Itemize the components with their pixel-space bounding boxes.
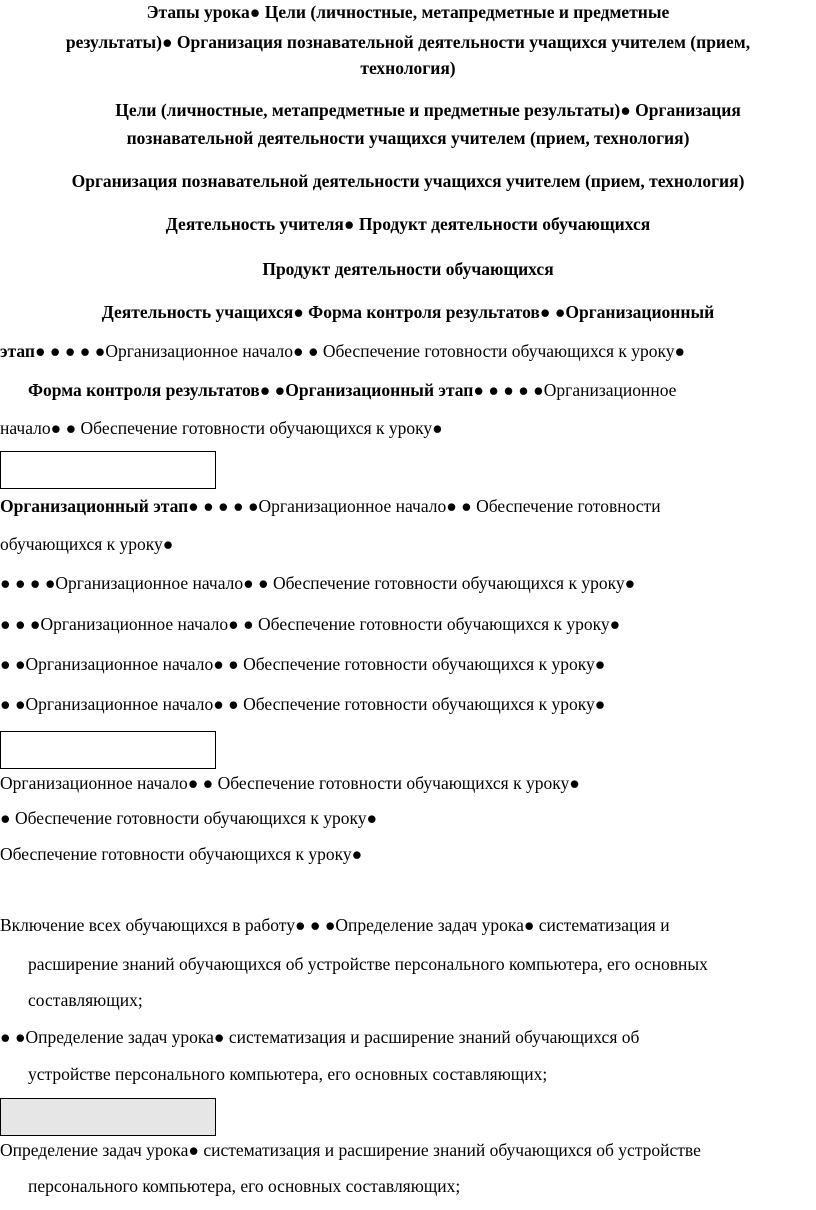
text-line: ● ●Определение задач урока● систематизация и расширение знаний обучающихся об <box>0 1027 640 1047</box>
empty-box <box>0 451 216 489</box>
text-regular-part: Организационное начало● ● Обеспечение готовности <box>258 496 661 516</box>
text-bold-part: Организационный этап● ● ● ● ● <box>0 496 259 516</box>
heading-line: результаты)● Организация познавательной деятельности учащихся учителем (прием, <box>65 32 751 52</box>
text-line: составляющих; <box>28 990 143 1010</box>
empty-box <box>0 1098 216 1136</box>
text-line: персонального компьютера, его основных составляющих; <box>28 1176 461 1196</box>
text-line: расширение знаний обучающихся об устройстве персонального компьютера, его основных <box>28 954 708 974</box>
heading-line: начало● ● Обеспечение готовности обучающихся к уроку● <box>0 418 443 438</box>
text-line: Включение всех обучающихся в работу● ● ●Определение задач урока● систематизация и <box>0 915 670 935</box>
text-line: ● ● ● ●Организационное начало● ● Обеспечение готовности обучающихся к уроку● <box>0 573 636 593</box>
text-line: устройстве персонального компьютера, его основных составляющих; <box>28 1064 548 1084</box>
text-line: обучающихся к уроку● <box>0 534 174 554</box>
empty-box <box>0 731 216 769</box>
heading-line: Организация познавательной деятельности учащихся учителем (прием, технология) <box>71 171 745 191</box>
text-line: ● ●Организационное начало● ● Обеспечение готовности обучающихся к уроку● <box>0 694 606 714</box>
heading-line: Деятельность учащихся● Форма контроля результатов● ●Организационный <box>101 302 715 322</box>
heading-regular-part: Организационное начало● ● Обеспечение готовности обучающихся к уроку● <box>105 341 686 361</box>
heading-line <box>0 341 816 362</box>
heading-bold-part: Форма контроля результатов● ●Организационный этап● ● ● ● ● <box>28 380 544 400</box>
heading-line: Деятельность учителя● Продукт деятельности обучающихся <box>165 214 651 234</box>
heading-line: познавательной деятельности учащихся учителем (прием, технология) <box>126 128 690 148</box>
text-line: ● ● ●Организационное начало● ● Обеспечение готовности обучающихся к уроку● <box>0 614 621 634</box>
heading-regular-part: Организационное <box>543 380 677 400</box>
heading-line: технология) <box>360 58 456 78</box>
heading-bold-part: этап● ● ● ● ● <box>0 341 106 361</box>
text-line <box>0 496 816 517</box>
heading-line: Цели (личностные, метапредметные и предметные результаты)● Организация <box>115 100 741 120</box>
text-line: ● ●Организационное начало● ● Обеспечение готовности обучающихся к уроку● <box>0 654 606 674</box>
text-line: Организационное начало● ● Обеспечение готовности обучающихся к уроку● <box>0 773 580 793</box>
text-line: Обеспечение готовности обучающихся к уроку● <box>0 844 363 864</box>
heading-line: Этапы урока● Цели (личностные, метапредметные и предметные <box>146 2 670 22</box>
text-line: Определение задач урока● систематизация и расширение знаний обучающихся об устройстве <box>0 1140 701 1160</box>
heading-line <box>0 380 816 401</box>
heading-line: Продукт деятельности обучающихся <box>262 259 554 279</box>
text-line: ● Обеспечение готовности обучающихся к уроку● <box>0 808 378 828</box>
